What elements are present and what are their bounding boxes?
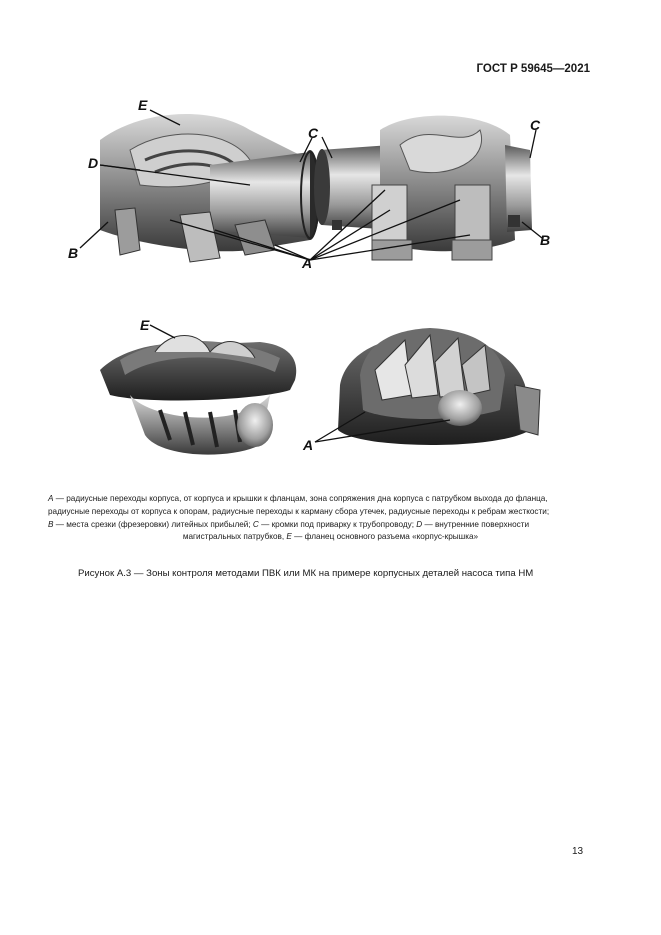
pump-casing-figure <box>60 90 600 470</box>
label-e-top: E <box>138 97 148 113</box>
label-b-right: B <box>540 232 551 248</box>
cover-bottom-left <box>100 336 296 455</box>
legend-line-1: А — радиусные переходы корпуса, от корпуса и крышки к фланцам, зона сопряжения дна корпуса с патрубком выхода до фланца, <box>48 494 548 503</box>
casing-top-right <box>314 116 532 260</box>
figure-legend <box>48 493 613 544</box>
label-c-right: C <box>530 117 541 133</box>
legend-line-4: магистральных патрубков, Е — фланец основного разъема «корпус-крышка» <box>182 532 479 542</box>
label-e-bottom: E <box>140 317 150 333</box>
figure-caption: Рисунок А.3 — Зоны контроля методами ПВК или МК на примере корпусных деталей насоса типа НМ <box>78 568 534 579</box>
label-b-left: B <box>68 245 79 261</box>
label-a-bottom: A <box>303 437 314 453</box>
label-d: D <box>88 155 99 171</box>
label-c-left: C <box>308 125 319 141</box>
cover-bottom-right <box>338 328 540 445</box>
legend-line-3: В — места срезки (фрезеровки) литейных прибылей; С — кромки под приварку к трубопроводу; D — внутренние поверхности <box>48 519 530 529</box>
casing-half-top-left <box>100 114 320 262</box>
standard-header: ГОСТ Р 59645—2021 <box>476 63 590 75</box>
label-a-top: A <box>302 255 313 271</box>
legend-line-2: радиусные переходы от корпуса к опорам, радиусные переходы к карману сбора утечек, радиусные переходы к ребрам жесткости; <box>48 506 550 516</box>
page-number: 13 <box>572 846 584 857</box>
